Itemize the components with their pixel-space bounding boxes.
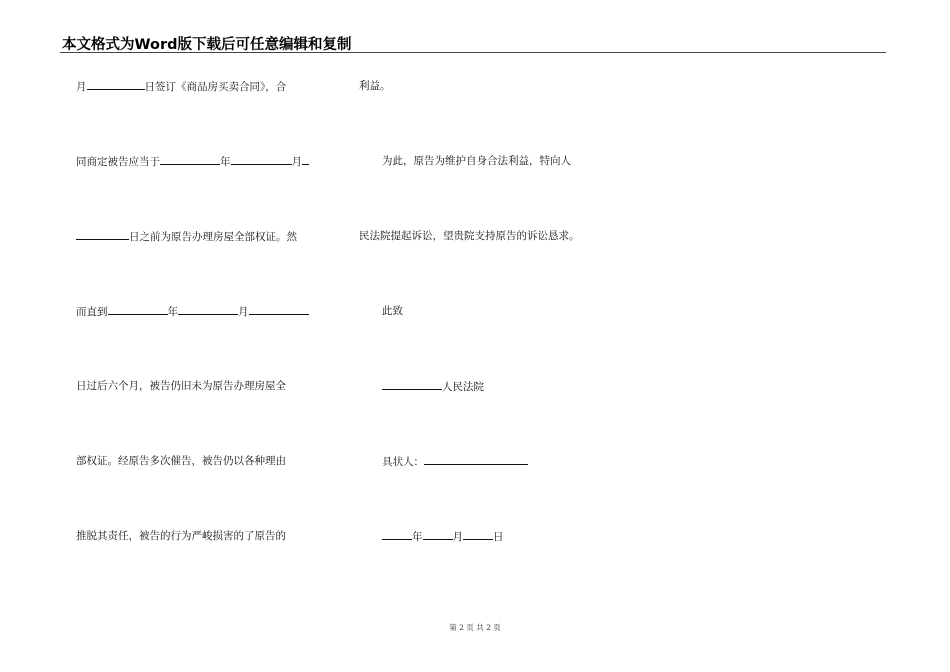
text: 部权证。经原告多次催告，被告仍以各种理由 xyxy=(76,455,286,467)
right-line-1 xyxy=(359,79,391,93)
text: 推脱其责任，被告的行为严峻损害的了原告的 xyxy=(76,530,286,542)
right-line-2 xyxy=(382,154,571,168)
blank-underline xyxy=(249,304,309,315)
blank-underline xyxy=(108,304,168,315)
text: 日签订《商品房买卖合同》，合 xyxy=(144,81,287,93)
text: 民法院提起诉讼，望贵院支持原告的诉讼恳求。 xyxy=(359,230,580,242)
blank-underline xyxy=(382,529,412,540)
blank-underline xyxy=(382,379,442,390)
text: 年 xyxy=(167,306,178,318)
text: 此致 xyxy=(382,305,403,317)
blank-underline xyxy=(178,304,238,315)
right-line-5 xyxy=(382,379,484,394)
text: 月 xyxy=(76,81,87,93)
text: 月 xyxy=(291,156,302,168)
text: 具状人： xyxy=(382,456,424,468)
left-line-7 xyxy=(76,529,286,543)
left-line-2 xyxy=(76,154,309,169)
text: 而直到 xyxy=(76,306,108,318)
text: 为此，原告为维护自身合法利益，特向人 xyxy=(382,155,571,167)
blank-underline xyxy=(423,529,453,540)
page-footer: 第 2 页 共 2 页 xyxy=(449,623,501,632)
left-line-3 xyxy=(76,229,297,244)
right-line-3 xyxy=(359,229,580,243)
text: 年 xyxy=(220,156,231,168)
left-line-4 xyxy=(76,304,309,319)
left-line-1 xyxy=(76,79,286,94)
left-line-6 xyxy=(76,454,286,468)
blank-underline xyxy=(463,529,493,540)
right-line-4 xyxy=(382,304,403,318)
right-line-7 xyxy=(382,529,504,544)
blank-underline xyxy=(76,229,129,240)
page-header-title: 本文格式为Word版下载后可任意编辑和复制 xyxy=(62,37,352,53)
text: 日过后六个月，被告仍旧未为原告办理房屋全 xyxy=(76,380,286,392)
blank-underline xyxy=(87,79,145,90)
left-line-5 xyxy=(76,379,286,393)
text: 利益。 xyxy=(359,80,391,92)
text: 月 xyxy=(238,306,249,318)
right-line-6 xyxy=(382,454,528,469)
header-rule xyxy=(60,52,886,53)
text: 人民法院 xyxy=(442,381,484,393)
text: 年 xyxy=(412,531,423,543)
blank-underline xyxy=(302,154,309,165)
blank-underline xyxy=(424,454,528,465)
text: 日 xyxy=(493,531,504,543)
text: 日之前为原告办理房屋全部权证。然 xyxy=(129,231,297,243)
text: 同商定被告应当于 xyxy=(76,156,160,168)
blank-underline xyxy=(231,154,292,165)
blank-underline xyxy=(160,154,220,165)
text: 月 xyxy=(452,531,463,543)
